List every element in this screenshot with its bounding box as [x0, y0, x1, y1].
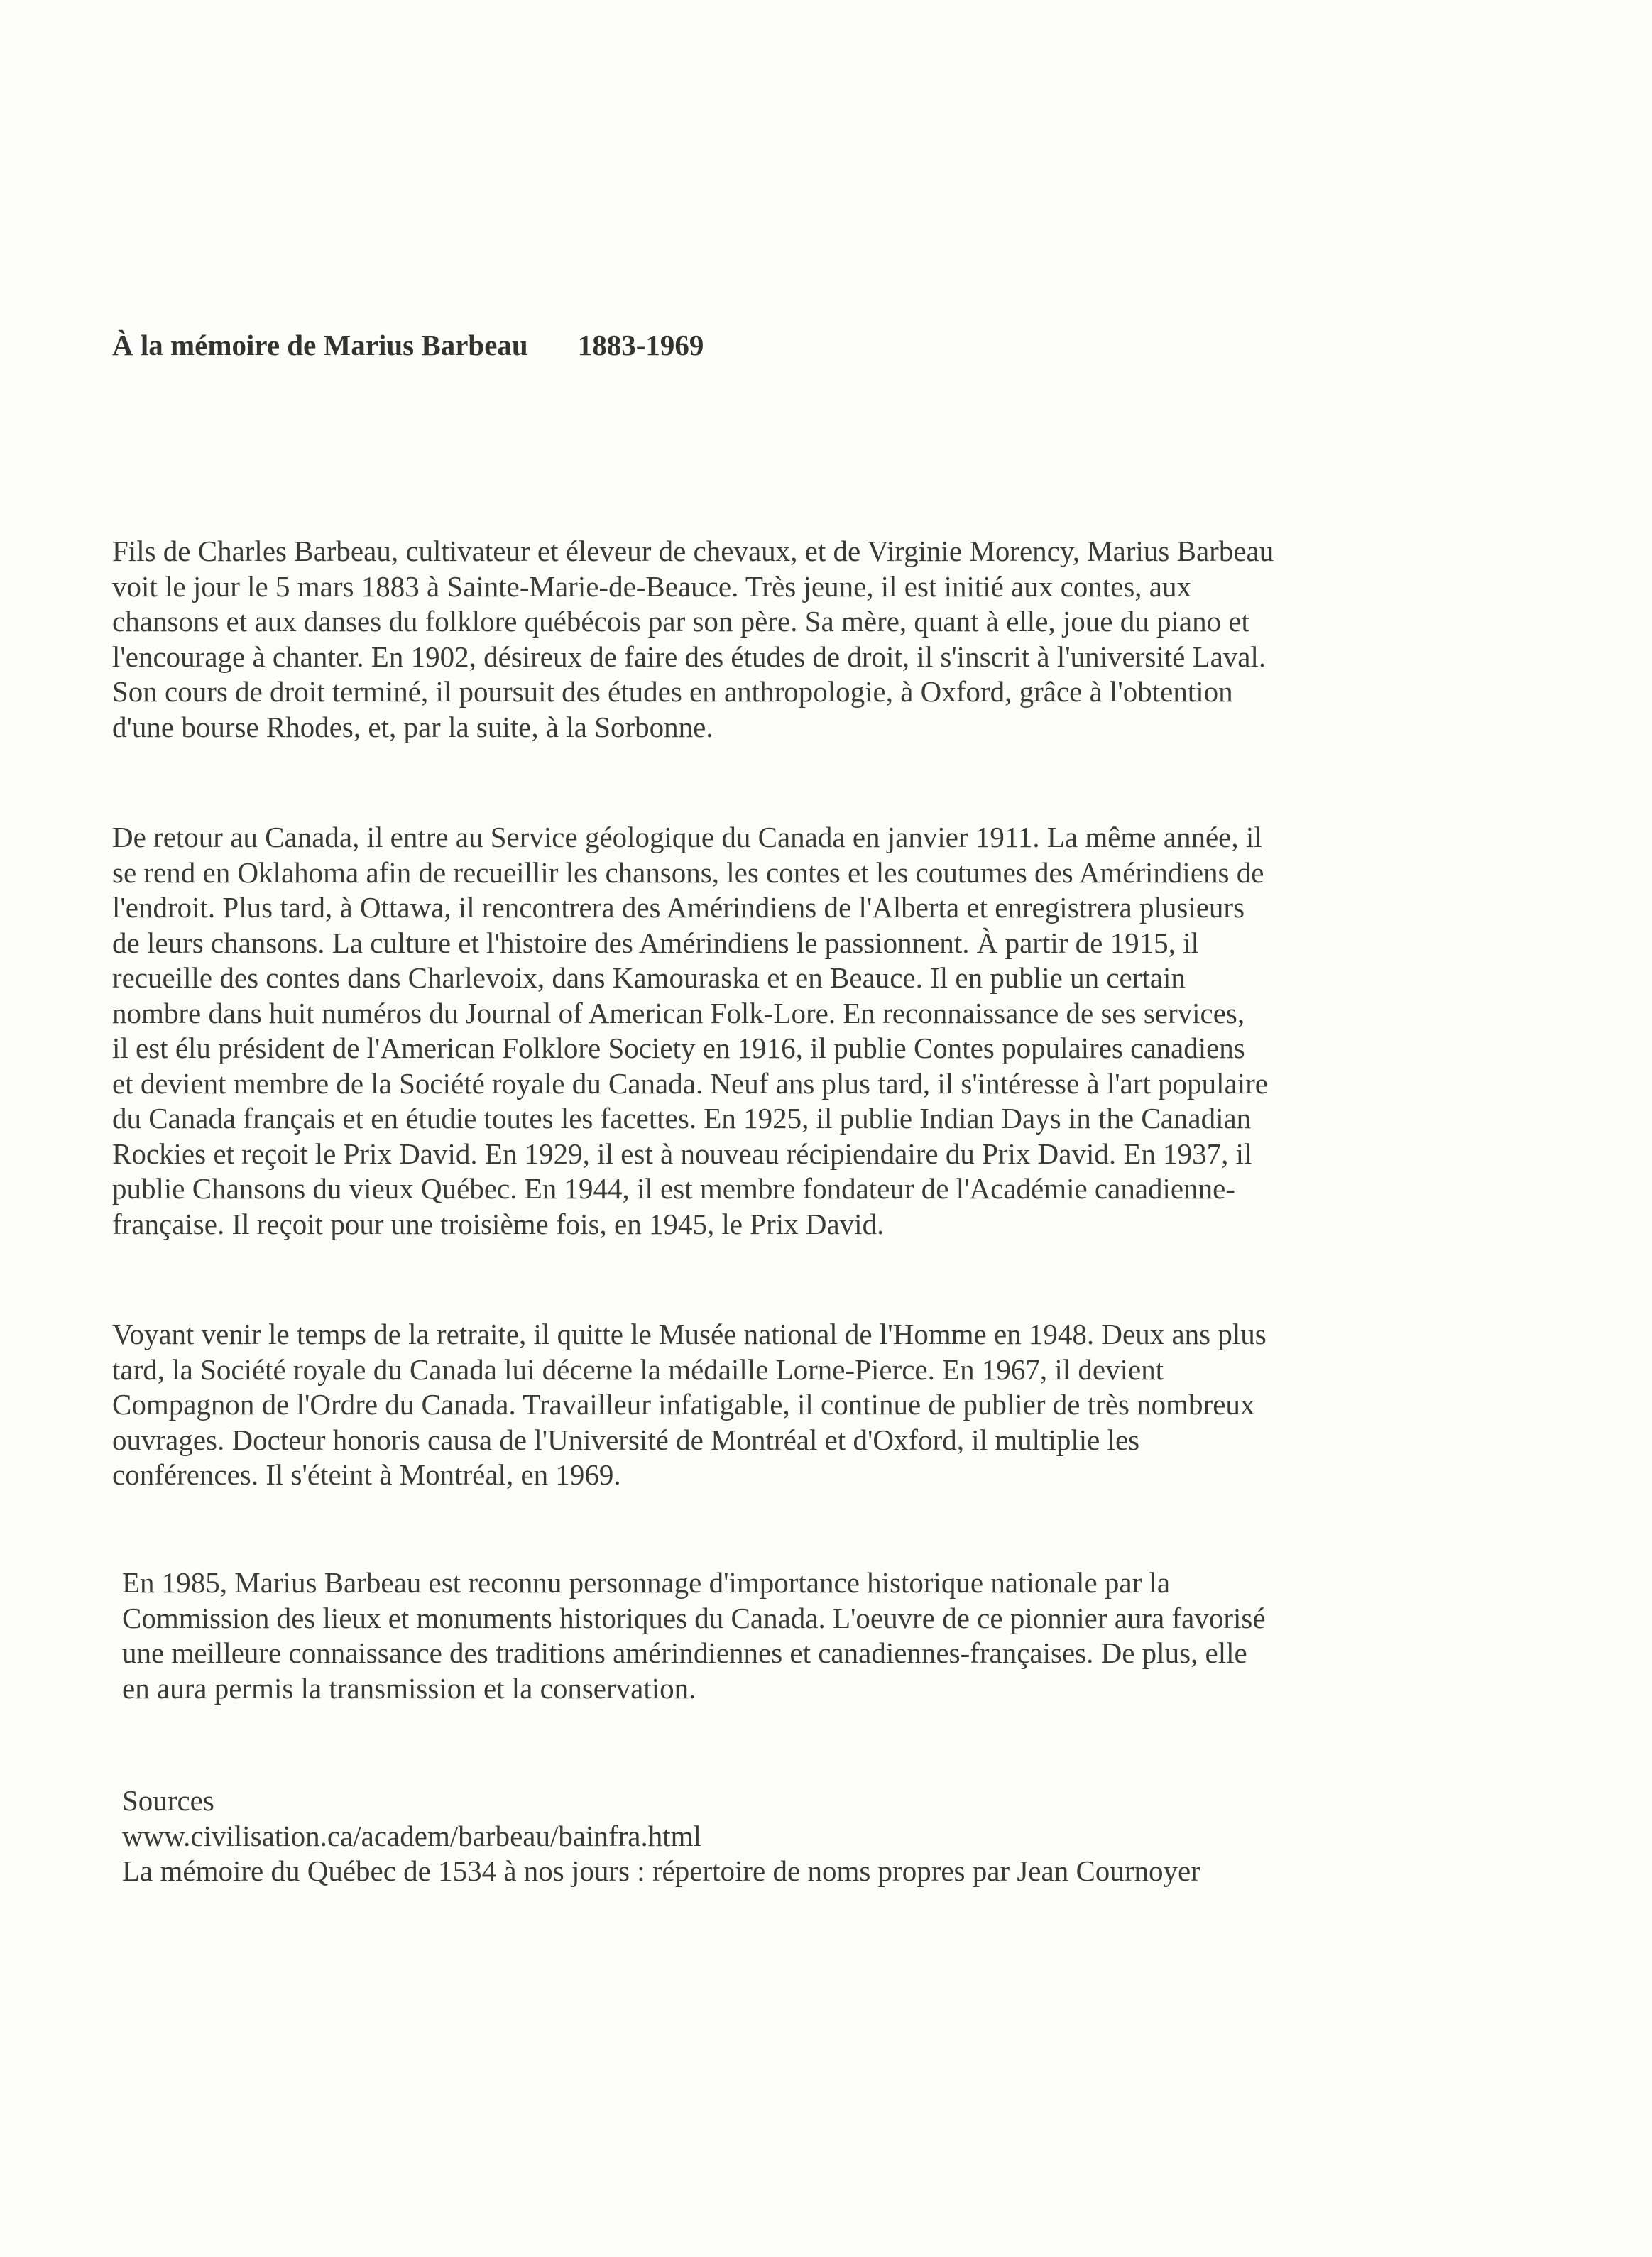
- paragraph-line: conférences. Il s'éteint à Montréal, en 1969.: [112, 1458, 621, 1491]
- paragraph-biography-career: [112, 820, 1539, 1242]
- title-years: 1883-1969: [577, 329, 704, 361]
- paragraph-line: du Canada français et en étudie toutes les facettes. En 1925, il publie Indian Days in the Canadian: [112, 1102, 1252, 1135]
- paragraph-line: l'endroit. Plus tard, à Ottawa, il rencontrera des Amérindiens de l'Alberta et enregistrera plusieurs: [112, 891, 1245, 924]
- paragraph-line: Son cours de droit terminé, il poursuit des études en anthropologie, à Oxford, grâce à l'obtention: [112, 675, 1233, 708]
- sources-heading: Sources: [122, 1784, 214, 1817]
- sources-section: [122, 1783, 1549, 1889]
- paragraph-line: Fils de Charles Barbeau, cultivateur et éleveur de chevaux, et de Virginie Morency, Marius Barbeau: [112, 535, 1274, 567]
- paragraph-line: publie Chansons du vieux Québec. En 1944, il est membre fondateur de l'Académie canadienne-: [112, 1172, 1235, 1205]
- paragraph-line: d'une bourse Rhodes, et, par la suite, à la Sorbonne.: [112, 710, 713, 743]
- paragraph-line: et devient membre de la Société royale du Canada. Neuf ans plus tard, il s'intéresse à l'art populaire: [112, 1066, 1269, 1100]
- paragraph-line: Compagnon de l'Ordre du Canada. Travailleur infatigable, il continue de publier de très nombreux: [112, 1388, 1255, 1421]
- paragraph-line: de leurs chansons. La culture et l'histoire des Amérindiens le passionnent. À partir de 1915, il: [112, 926, 1199, 959]
- paragraph-line: En 1985, Marius Barbeau est reconnu personnage d'importance historique nationale par la: [122, 1566, 1171, 1599]
- title-text: À la mémoire de Marius Barbeau: [112, 329, 528, 361]
- paragraph-line: française. Il reçoit pour une troisième fois, en 1945, le Prix David.: [112, 1207, 885, 1240]
- paragraph-line: nombre dans huit numéros du Journal of American Folk-Lore. En reconnaissance de ses services,: [112, 996, 1245, 1029]
- paragraph-line: chansons et aux danses du folklore québécois par son père. Sa mère, quant à elle, joue du piano et: [112, 605, 1249, 638]
- paragraph-line: l'encourage à chanter. En 1902, désireux de faire des études de droit, il s'inscrit à l'université Laval.: [112, 640, 1267, 673]
- paragraph-line: tard, la Société royale du Canada lui décerne la médaille Lorne-Pierce. En 1967, il devient: [112, 1352, 1164, 1386]
- source-reference: La mémoire du Québec de 1534 à nos jours : répertoire de noms propres par Jean Cournoyer: [122, 1854, 1200, 1887]
- source-link: www.civilisation.ca/academ/barbeau/bainfra.html: [122, 1819, 701, 1852]
- paragraph-line: une meilleure connaissance des traditions amérindiennes et canadiennes-françaises. De plus, elle: [122, 1636, 1247, 1669]
- paragraph-line: Rockies et reçoit le Prix David. En 1929, il est à nouveau récipiendaire du Prix David. En 1937, il: [112, 1137, 1252, 1170]
- paragraph-line: il est élu président de l'American Folklore Society en 1916, il publie Contes populaires canadiens: [112, 1032, 1245, 1064]
- paragraph-biography-early-life: [112, 534, 1539, 745]
- paragraph-line: Voyant venir le temps de la retraite, il quitte le Musée national de l'Homme en 1948. Deux ans plus: [112, 1318, 1267, 1350]
- paragraph-line: voit le jour le 5 mars 1883 à Sainte-Marie-de-Beauce. Très jeune, il est initié aux contes, aux: [112, 569, 1192, 603]
- paragraph-line: De retour au Canada, il entre au Service géologique du Canada en janvier 1911. La même année, il: [112, 821, 1262, 853]
- paragraph-biography-retirement: [112, 1317, 1539, 1493]
- paragraph-line: recueille des contes dans Charlevoix, dans Kamouraska et en Beauce. Il en publie un certain: [112, 961, 1186, 994]
- paragraph-legacy: [122, 1565, 1549, 1706]
- paragraph-line: ouvrages. Docteur honoris causa de l'Université de Montréal et d'Oxford, il multiplie les: [112, 1423, 1140, 1456]
- document-title: [112, 328, 704, 362]
- paragraph-line: Commission des lieux et monuments historiques du Canada. L'oeuvre de ce pionnier aura favorisé: [122, 1601, 1266, 1634]
- paragraph-line: en aura permis la transmission et la conservation.: [122, 1671, 696, 1705]
- paragraph-line: se rend en Oklahoma afin de recueillir les chansons, les contes et les coutumes des Amérindiens de: [112, 856, 1264, 889]
